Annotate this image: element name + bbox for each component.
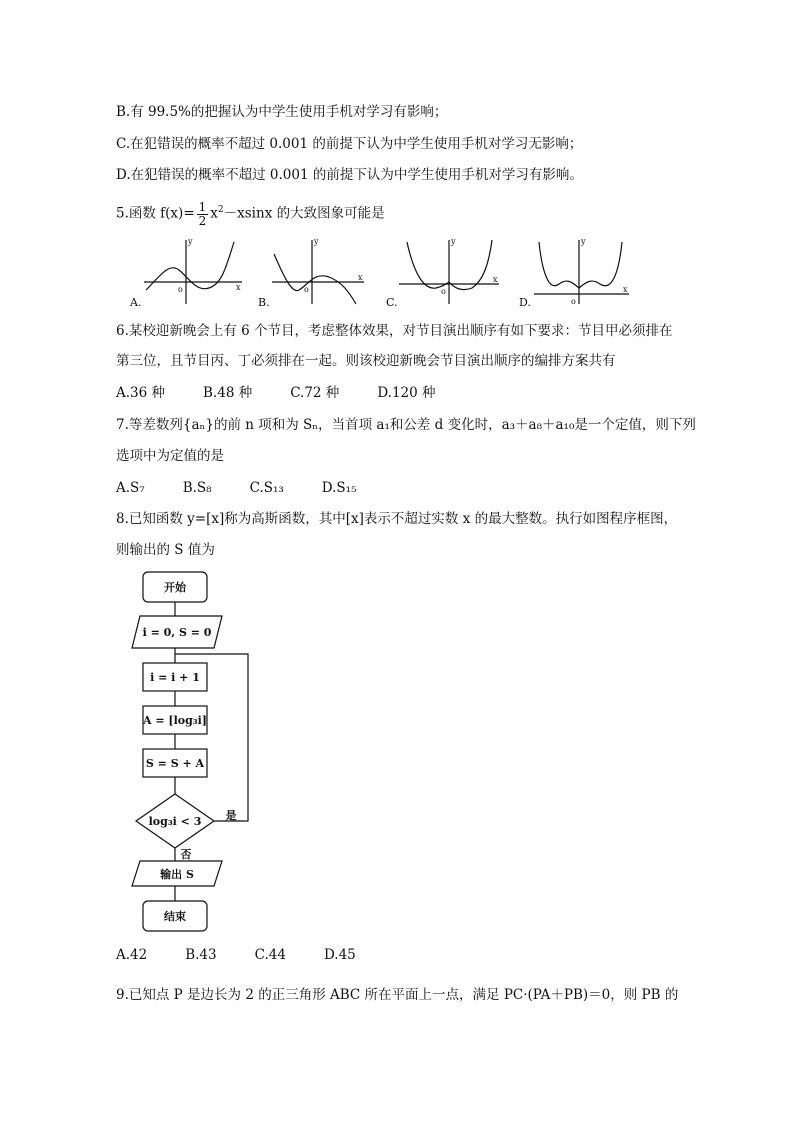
flow-yes-label: 是	[225, 809, 237, 822]
q6-option-c: C.72 种	[290, 385, 340, 401]
graph-a-origin: o	[178, 285, 183, 294]
question-7-options	[116, 478, 395, 498]
graph-label-a: A.	[130, 296, 142, 309]
flow-step3-text: S = S + A	[145, 757, 205, 770]
question-6-options	[116, 383, 474, 403]
q6-option-b: B.48 种	[203, 385, 253, 401]
q7-option-b: B.S₈	[182, 480, 212, 496]
graph-a-xaxis: x	[236, 283, 241, 292]
option-b-text: B.有 99.5%的把握认为中学生使用手机对学习有影响；	[116, 104, 448, 120]
question-6-line-1: 6.某校迎新晚会上有 6 个节目，考虑整体效果，对节目演出顺序有如下要求：节目甲必须排在	[116, 323, 673, 339]
flowchart	[118, 568, 288, 938]
graph-b-origin: o	[304, 285, 309, 294]
flow-no-label: 否	[180, 848, 192, 861]
q6-option-a: A.36 种	[116, 385, 166, 401]
graph-c-origin: o	[441, 287, 446, 296]
graph-b-yaxis: y	[314, 237, 319, 246]
question-8-line-2: 则输出的 S 值为	[116, 542, 215, 558]
graph-a-yaxis: y	[188, 237, 193, 246]
q8-option-b: B.43	[185, 947, 217, 963]
flow-step2-text: A = [log₃i]	[142, 714, 208, 727]
question-6-line-2: 第三位，且节目丙、丁必须排在一起。则该校迎新晚会节目演出顺序的编排方案共有	[116, 353, 616, 369]
graph-d-xaxis: x	[623, 285, 628, 294]
graph-c-xaxis: x	[493, 275, 498, 284]
q7-option-d: D.S₁₅	[321, 480, 357, 496]
graph-d-yaxis: y	[581, 237, 586, 246]
q5-mid: x	[210, 205, 218, 222]
function-graphs	[124, 232, 644, 312]
graph-b-xaxis: x	[358, 273, 363, 282]
flow-start-text: 开始	[164, 581, 186, 594]
graph-c-yaxis: y	[451, 237, 456, 246]
question-8-line-1: 8.已知函数 y=[x]称为高斯函数，其中[x]表示不超过实数 x 的最大整数。执行如图程序框图，	[116, 511, 678, 527]
option-d-text: D.在犯错误的概率不超过 0.001 的前提下认为中学生使用手机对学习有影响。	[116, 167, 583, 183]
q5-frac-den: 2	[198, 213, 207, 228]
flow-output-text: 输出 S	[160, 868, 194, 881]
question-7-line-2: 选项中为定值的是	[116, 448, 224, 464]
q7-option-a: A.S₇	[116, 480, 145, 496]
graph-label-b: B.	[258, 296, 270, 309]
q6-option-d: D.120 种	[377, 385, 436, 401]
question-5-stem	[116, 200, 385, 228]
q5-fraction	[197, 201, 209, 228]
flow-end-text: 结束	[164, 910, 186, 923]
q5-suffix: －xsinx 的大致图象可能是	[223, 205, 385, 222]
graph-label-c: C.	[386, 296, 398, 309]
q5-sup: 2	[217, 205, 224, 215]
graph-d-origin: o	[571, 297, 576, 306]
q5-prefix: 5.函数 f(x)=	[116, 205, 195, 222]
question-9-line: 9.已知点 P 是边长为 2 的正三角形 ABC 所在平面上一点，满足 PC·(PA＋PB)＝0，则 PB 的	[116, 987, 679, 1003]
question-8-options	[116, 945, 394, 965]
q8-option-c: C.44	[254, 947, 286, 963]
q8-option-d: D.45	[323, 947, 356, 963]
q5-frac-num: 1	[198, 199, 207, 214]
question-7-line-1: 7.等差数列{aₙ}的前 n 项和为 Sₙ，当首项 a₁和公差 d 变化时，a₃＋a₈＋a₁₀是一个定值，则下列	[116, 417, 696, 433]
flow-init-text: i = 0, S = 0	[142, 626, 212, 639]
q8-option-a: A.42	[116, 947, 148, 963]
q7-option-c: C.S₁₃	[249, 480, 284, 496]
graph-label-d: D.	[519, 296, 531, 309]
option-c-text: C.在犯错误的概率不超过 0.001 的前提下认为中学生使用手机对学习无影响；	[116, 136, 583, 152]
flow-step1-text: i = i + 1	[150, 671, 200, 684]
flow-cond-text: log₃i < 3	[148, 815, 202, 828]
